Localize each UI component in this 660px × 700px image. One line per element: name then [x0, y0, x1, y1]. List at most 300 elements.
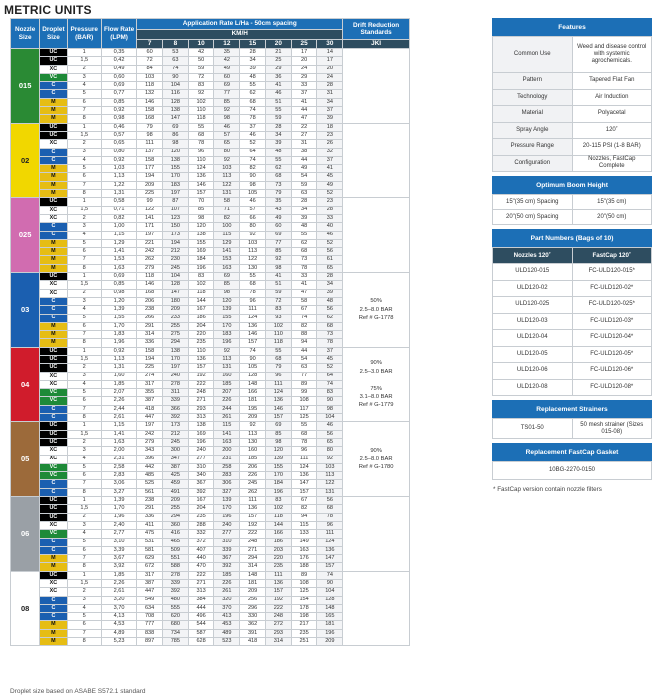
rate-cell: 128: [317, 596, 343, 604]
flow-rate-cell: 0,98: [101, 289, 136, 297]
rate-cell: 55: [240, 273, 266, 281]
pressure-cell: 8: [67, 190, 101, 198]
droplet-class-cell: UC: [40, 49, 67, 57]
rate-cell: 46: [214, 123, 240, 131]
rate-cell: 146: [137, 281, 163, 289]
rate-cell: 104: [317, 414, 343, 422]
rate-cell: 21: [265, 49, 291, 57]
rate-cell: 46: [317, 422, 343, 430]
fastcap-part-number: FC-ULD120-015*: [572, 264, 652, 281]
rate-cell: 226: [214, 580, 240, 588]
flow-rate-cell: 5,23: [101, 638, 136, 646]
pressure-cell: 7: [67, 331, 101, 339]
rate-cell: 129: [214, 239, 240, 247]
rate-cell: 238: [137, 306, 163, 314]
pressure-cell: 6: [67, 397, 101, 405]
rate-cell: 131: [317, 488, 343, 496]
pressure-cell: 3: [67, 73, 101, 81]
flow-rate-cell: 1,41: [101, 430, 136, 438]
rate-cell: 110: [265, 331, 291, 339]
rate-cell: 131: [214, 364, 240, 372]
rate-cell: 196: [214, 339, 240, 347]
rate-cell: 49: [291, 165, 317, 173]
rate-cell: 170: [162, 355, 188, 363]
rate-cell: 230: [162, 256, 188, 264]
rate-cell: 78: [188, 140, 214, 148]
rate-cell: 111: [291, 455, 317, 463]
rate-cell: 89: [291, 571, 317, 579]
droplet-class-cell: C: [40, 314, 67, 322]
rate-cell: 233: [162, 314, 188, 322]
rate-cell: 255: [162, 322, 188, 330]
rate-cell: 157: [317, 563, 343, 571]
rate-cell: 347: [162, 455, 188, 463]
pressure-header: Pressure (BAR): [67, 19, 101, 49]
rate-cell: 90: [317, 397, 343, 405]
rate-cell: 44: [291, 107, 317, 115]
rate-cell: 155: [265, 463, 291, 471]
rate-cell: 100: [214, 223, 240, 231]
nozzle-size-cell: 02: [11, 123, 40, 198]
pressure-cell: 5: [67, 239, 101, 247]
pressure-cell: 2: [67, 140, 101, 148]
rate-cell: 94: [291, 339, 317, 347]
rate-cell: 271: [240, 546, 266, 554]
pressure-cell: 6: [67, 322, 101, 330]
nozzle-part-number: ULD120-04: [493, 330, 573, 347]
pressure-cell: 7: [67, 107, 101, 115]
rate-cell: 240: [188, 447, 214, 455]
rate-cell: 55: [265, 156, 291, 164]
droplet-class-cell: M: [40, 190, 67, 198]
nozzle-part-number: ULD120-015: [493, 264, 573, 281]
rate-cell: 169: [188, 248, 214, 256]
kmh-header: KM/H: [137, 30, 343, 39]
rate-cell: 163: [214, 438, 240, 446]
rate-cell: 225: [137, 190, 163, 198]
rate-cell: 62: [291, 239, 317, 247]
rate-cell: 372: [188, 538, 214, 546]
rate-cell: 392: [162, 588, 188, 596]
rate-cell: 65: [317, 264, 343, 272]
rate-cell: 222: [265, 604, 291, 612]
rate-cell: 396: [137, 455, 163, 463]
rate-cell: 98: [317, 405, 343, 413]
rate-cell: 184: [265, 480, 291, 488]
rate-cell: 67: [291, 497, 317, 505]
rate-cell: 92: [188, 90, 214, 98]
feature-label: Material: [493, 106, 573, 123]
rate-cell: 209: [240, 414, 266, 422]
rate-cell: 392: [188, 488, 214, 496]
speed-header: 8: [162, 39, 188, 49]
flow-rate-cell: 1,39: [101, 497, 136, 505]
pressure-cell: 2: [67, 513, 101, 521]
rate-cell: 46: [240, 198, 266, 206]
rate-cell: 57: [240, 206, 266, 214]
pressure-cell: 8: [67, 563, 101, 571]
rate-cell: 124: [240, 314, 266, 322]
rate-cell: 105: [240, 364, 266, 372]
rate-cell: 123: [162, 214, 188, 222]
rate-cell: 74: [291, 314, 317, 322]
gasket-header: Replacement FastCap Gasket: [492, 443, 652, 461]
rate-cell: 274: [137, 372, 163, 380]
rate-cell: 105: [240, 190, 266, 198]
rate-cell: 235: [291, 629, 317, 637]
rate-cell: 96: [317, 521, 343, 529]
rate-cell: 240: [162, 372, 188, 380]
rate-cell: 98: [214, 289, 240, 297]
droplet-class-cell: C: [40, 488, 67, 496]
speed-header: 12: [214, 39, 240, 49]
rate-cell: 111: [265, 380, 291, 388]
rate-cell: 185: [240, 455, 266, 463]
drift-standard-cell: [343, 497, 410, 572]
rate-cell: 245: [240, 480, 266, 488]
droplet-class-cell: C: [40, 604, 67, 612]
droplet-class-cell: C: [40, 480, 67, 488]
rate-cell: 52: [317, 364, 343, 372]
rate-cell: 196: [265, 488, 291, 496]
rate-cell: 35: [214, 49, 240, 57]
rate-cell: 120: [214, 297, 240, 305]
features-header: Features: [492, 18, 652, 36]
rate-cell: 122: [240, 256, 266, 264]
rate-cell: 20: [291, 57, 317, 65]
rate-cell: 306: [214, 480, 240, 488]
pressure-cell: 3: [67, 223, 101, 231]
droplet-class-cell: UC: [40, 422, 67, 430]
rate-cell: 74: [240, 347, 266, 355]
rate-cell: 68: [317, 322, 343, 330]
table-row: [11, 347, 410, 355]
flow-rate-cell: 2,07: [101, 389, 136, 397]
speed-header: 7: [137, 39, 163, 49]
rate-cell: 89: [291, 380, 317, 388]
pressure-cell: 3: [67, 297, 101, 305]
flow-rate-cell: 3,70: [101, 604, 136, 612]
droplet-class-cell: VC: [40, 472, 67, 480]
droplet-class-cell: XC: [40, 447, 67, 455]
rate-cell: 248: [188, 389, 214, 397]
flow-rate-cell: 2,26: [101, 580, 136, 588]
rate-cell: 271: [188, 397, 214, 405]
droplet-class-cell: C: [40, 414, 67, 422]
rate-cell: 170: [162, 173, 188, 181]
flow-rate-cell: 3,10: [101, 538, 136, 546]
droplet-class-cell: M: [40, 239, 67, 247]
flow-rate-cell: 3,27: [101, 488, 136, 496]
droplet-class-cell: M: [40, 638, 67, 646]
rate-cell: 327: [214, 488, 240, 496]
rate-cell: 146: [188, 181, 214, 189]
rate-cell: 141: [214, 430, 240, 438]
droplet-note: Droplet size based on ASABE S572.1 standard: [10, 688, 146, 695]
flow-rate-cell: 0,60: [101, 73, 136, 81]
rate-cell: 60: [137, 49, 163, 57]
droplet-class-cell: UC: [40, 497, 67, 505]
pressure-cell: 7: [67, 555, 101, 563]
pressure-cell: 7: [67, 629, 101, 637]
rate-cell: 314: [240, 563, 266, 571]
rate-cell: 147: [162, 289, 188, 297]
rate-cell: 147: [291, 480, 317, 488]
rate-cell: 85: [214, 281, 240, 289]
flow-rate-cell: 2,00: [101, 447, 136, 455]
rate-cell: 88: [291, 331, 317, 339]
table-row: [11, 198, 410, 206]
pressure-cell: 1,5: [67, 355, 101, 363]
pressure-cell: 5: [67, 463, 101, 471]
rate-cell: 85: [265, 430, 291, 438]
rate-cell: 155: [188, 239, 214, 247]
rate-cell: 138: [162, 107, 188, 115]
rate-cell: 491: [162, 488, 188, 496]
rate-cell: 777: [137, 621, 163, 629]
droplet-class-cell: XC: [40, 380, 67, 388]
speed-header: 30: [317, 39, 343, 49]
flow-rate-cell: 1,70: [101, 322, 136, 330]
rate-cell: 54: [291, 355, 317, 363]
rate-cell: 167: [188, 306, 214, 314]
rate-cell: 102: [265, 505, 291, 513]
feature-label: Configuration: [493, 155, 573, 172]
rate-cell: 68: [291, 248, 317, 256]
droplet-class-cell: XC: [40, 521, 67, 529]
rate-cell: 47: [291, 289, 317, 297]
rate-cell: 587: [188, 629, 214, 637]
rate-cell: 33: [291, 82, 317, 90]
gasket-part: 10BG-2270-0150: [493, 462, 652, 480]
rate-cell: 588: [162, 563, 188, 571]
rate-cell: 387: [137, 580, 163, 588]
flow-rate-cell: 4,53: [101, 621, 136, 629]
rate-cell: 261: [214, 414, 240, 422]
rate-cell: 28: [317, 206, 343, 214]
rate-cell: 198: [291, 613, 317, 621]
rate-cell: 275: [162, 331, 188, 339]
pressure-cell: 5: [67, 389, 101, 397]
rate-cell: 118: [137, 82, 163, 90]
rate-cell: 14: [317, 49, 343, 57]
rate-cell: 523: [214, 638, 240, 646]
rate-cell: 124: [265, 389, 291, 397]
rate-cell: 279: [137, 438, 163, 446]
pressure-cell: 6: [67, 248, 101, 256]
nozzle-size-cell: 06: [11, 497, 40, 572]
pressure-cell: 2: [67, 438, 101, 446]
rate-cell: 39: [291, 214, 317, 222]
pressure-cell: 4: [67, 604, 101, 612]
rate-cell: 36: [265, 73, 291, 81]
flow-rate-cell: 1,60: [101, 372, 136, 380]
rate-cell: 56: [317, 248, 343, 256]
droplet-class-cell: M: [40, 322, 67, 330]
rate-cell: 245: [162, 438, 188, 446]
rate-cell: 69: [214, 273, 240, 281]
rate-cell: 87: [162, 198, 188, 206]
drift-header: Drift Reduction Standards: [343, 19, 410, 40]
pressure-cell: 1: [67, 273, 101, 281]
rate-cell: 221: [137, 239, 163, 247]
rate-cell: 66: [240, 214, 266, 222]
rate-cell: 92: [240, 231, 266, 239]
pressure-cell: 1: [67, 347, 101, 355]
rate-cell: 47: [291, 115, 317, 123]
rate-cell: 130: [240, 264, 266, 272]
pressure-cell: 8: [67, 115, 101, 123]
rate-cell: 69: [162, 123, 188, 131]
pressure-cell: 6: [67, 546, 101, 554]
rate-cell: 92: [214, 347, 240, 355]
rate-cell: 261: [214, 588, 240, 596]
flow-rate-cell: 0,65: [101, 140, 136, 148]
rate-cell: 170: [265, 472, 291, 480]
rate-cell: 124: [317, 538, 343, 546]
rate-cell: 531: [137, 538, 163, 546]
rate-cell: 73: [265, 181, 291, 189]
nozzle-size-cell: 025: [11, 198, 40, 273]
flow-rate-cell: 1,13: [101, 173, 136, 181]
rate-cell: 85: [188, 206, 214, 214]
rate-cell: 163: [291, 546, 317, 554]
rate-cell: 80: [214, 148, 240, 156]
rate-cell: 157: [240, 513, 266, 521]
flow-rate-cell: 4,13: [101, 613, 136, 621]
rate-cell: 185: [214, 571, 240, 579]
rate-cell: 78: [317, 339, 343, 347]
rate-cell: 48: [265, 148, 291, 156]
rate-cell: 37: [291, 90, 317, 98]
flow-rate-cell: 0,69: [101, 273, 136, 281]
rate-cell: 465: [162, 538, 188, 546]
rate-cell: 39: [240, 65, 266, 73]
rate-cell: 313: [188, 588, 214, 596]
rate-cell: 178: [291, 604, 317, 612]
droplet-class-cell: VC: [40, 397, 67, 405]
rate-cell: 235: [188, 513, 214, 521]
rate-cell: 118: [188, 289, 214, 297]
pressure-cell: 8: [67, 488, 101, 496]
feature-label: Technology: [493, 89, 573, 106]
rate-cell: 96: [188, 148, 214, 156]
rate-cell: 196: [317, 629, 343, 637]
rate-cell: 157: [240, 339, 266, 347]
feature-label: Spray Angle: [493, 122, 573, 139]
rate-cell: 339: [162, 397, 188, 405]
rate-cell: 384: [188, 596, 214, 604]
rate-cell: 34: [240, 57, 266, 65]
rate-cell: 115: [214, 231, 240, 239]
rate-cell: 92: [214, 156, 240, 164]
rate-cell: 320: [214, 596, 240, 604]
rate-cell: 115: [214, 422, 240, 430]
rate-cell: 56: [317, 306, 343, 314]
flow-rate-cell: 0,80: [101, 148, 136, 156]
droplet-class-cell: C: [40, 297, 67, 305]
rate-cell: 444: [188, 604, 214, 612]
rate-cell: 62: [240, 90, 266, 98]
droplet-class-cell: XC: [40, 65, 67, 73]
page-title: METRIC UNITS: [4, 3, 92, 17]
rate-cell: 48: [291, 223, 317, 231]
rate-cell: 628: [188, 638, 214, 646]
rate-cell: 238: [137, 497, 163, 505]
rate-cell: 418: [137, 405, 163, 413]
rate-cell: 55: [265, 107, 291, 115]
rate-cell: 181: [240, 580, 266, 588]
rate-cell: 416: [162, 530, 188, 538]
rate-cell: 44: [291, 347, 317, 355]
rate-cell: 734: [162, 629, 188, 637]
fastcap-part-number: FC-ULD120-08*: [572, 379, 652, 396]
rate-cell: 339: [214, 546, 240, 554]
feature-value: Tapered Flat Fan: [572, 73, 652, 90]
pressure-cell: 2: [67, 588, 101, 596]
rate-cell: 226: [240, 472, 266, 480]
fastcap-part-number: FC-ULD120-04*: [572, 330, 652, 347]
rate-cell: 144: [265, 521, 291, 529]
rate-cell: 447: [137, 414, 163, 422]
rate-cell: 293: [188, 405, 214, 413]
rate-cell: 68: [240, 281, 266, 289]
boom-height-value: 15"(35 cm): [572, 195, 652, 210]
rate-cell: 157: [188, 364, 214, 372]
pressure-cell: 3: [67, 372, 101, 380]
rate-cell: 256: [240, 596, 266, 604]
rate-cell: 79: [137, 123, 163, 131]
boom-height-header: Optimum Boom Height: [492, 176, 652, 194]
rate-cell: 74: [317, 571, 343, 579]
rate-cell: 136: [188, 173, 214, 181]
rate-cell: 17: [291, 49, 317, 57]
rate-cell: 235: [188, 339, 214, 347]
flow-rate-cell: 2,58: [101, 463, 136, 471]
rate-cell: 52: [317, 239, 343, 247]
flow-rate-cell: 0,92: [101, 347, 136, 355]
rate-cell: 196: [188, 264, 214, 272]
droplet-class-cell: C: [40, 538, 67, 546]
rate-cell: 489: [214, 629, 240, 637]
droplet-class-cell: XC: [40, 206, 67, 214]
rate-cell: 485: [137, 472, 163, 480]
feature-value: Weed and disease control with systemic agrochemicals.: [572, 37, 652, 73]
rate-cell: 29: [265, 65, 291, 73]
rate-cell: 217: [291, 621, 317, 629]
rate-cell: 313: [188, 414, 214, 422]
table-row: [11, 123, 410, 131]
rate-cell: 54: [291, 173, 317, 181]
droplet-class-cell: UC: [40, 347, 67, 355]
droplet-class-cell: UC: [40, 571, 67, 579]
rate-cell: 23: [317, 131, 343, 139]
rate-cell: 413: [214, 613, 240, 621]
rate-cell: 240: [214, 521, 240, 529]
droplet-class-cell: M: [40, 264, 67, 272]
rate-cell: 82: [240, 165, 266, 173]
rate-cell: 113: [240, 248, 266, 256]
rate-cell: 838: [137, 629, 163, 637]
rate-cell: 103: [137, 73, 163, 81]
flow-rate-cell: 2,44: [101, 405, 136, 413]
rate-cell: 148: [240, 380, 266, 388]
rate-cell: 104: [162, 82, 188, 90]
rate-cell: 64: [240, 148, 266, 156]
rate-cell: 58: [291, 297, 317, 305]
rate-cell: 231: [214, 455, 240, 463]
flow-rate-cell: 0,92: [101, 156, 136, 164]
